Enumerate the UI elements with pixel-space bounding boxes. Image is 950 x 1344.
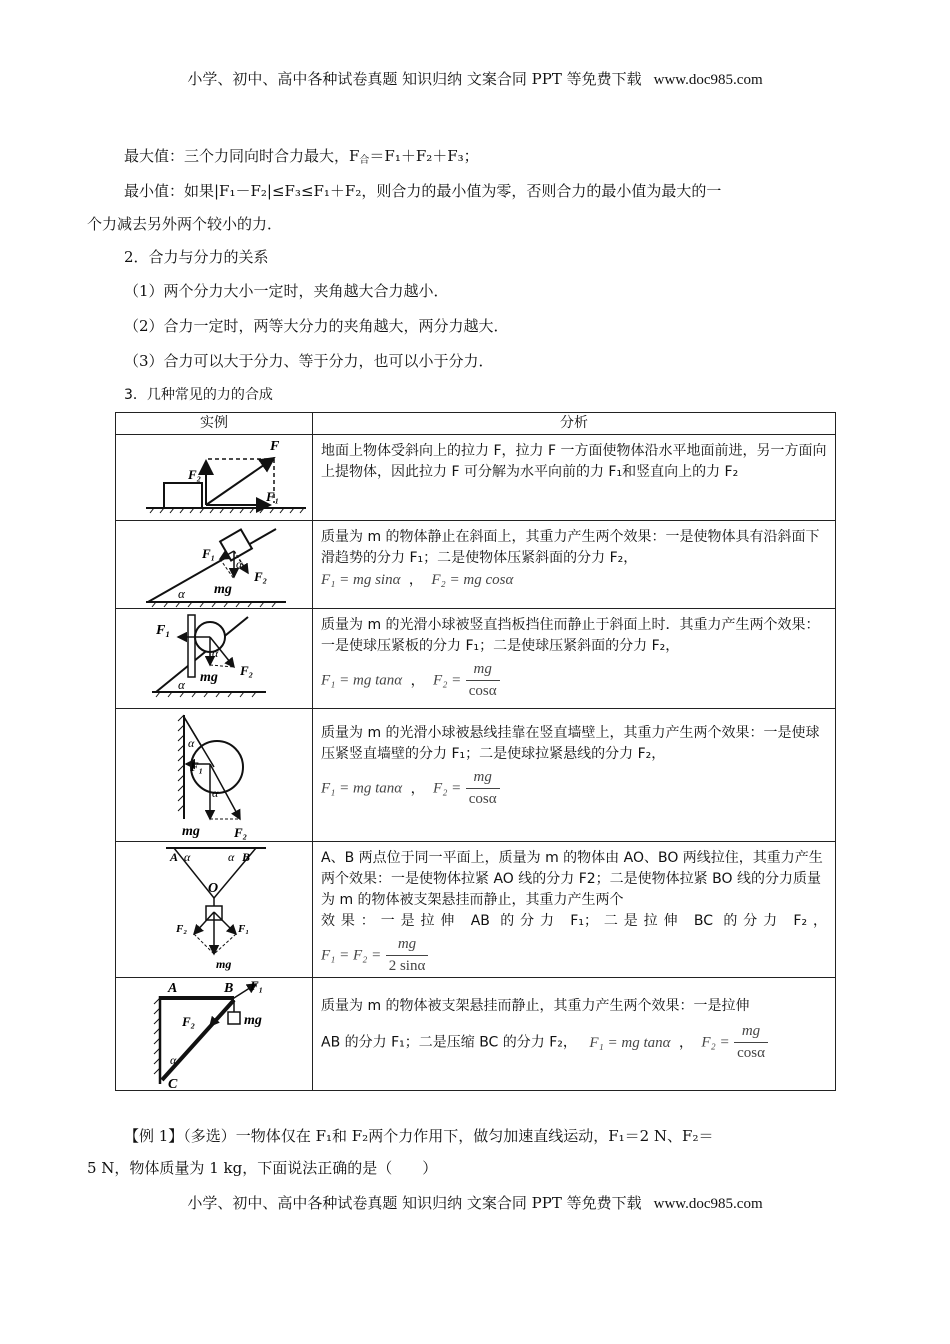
- table-row: [116, 709, 836, 842]
- label-f1: F₁: [202, 546, 216, 561]
- table-row: [116, 435, 836, 521]
- label-mg: mg: [182, 824, 200, 839]
- force-table: [115, 412, 836, 1091]
- label-alpha: α: [170, 1053, 177, 1067]
- label-mg: mg: [200, 670, 218, 685]
- table-row: [116, 978, 836, 1091]
- diagram-ground-pull: [116, 435, 312, 520]
- label-f1: F₁: [190, 759, 204, 774]
- section2-item-1: （1）两个分力大小一定时，夹角越大合力越小．: [124, 282, 449, 300]
- label-a: A: [170, 850, 179, 864]
- analysis-cell: 质量为 m 的光滑小球被悬线挂靠在竖直墙壁上，其重力产生两个效果：一是使球压紧竖直墙壁的分力 F₁；二是使球拉紧悬线的分力 F₂， F₁ = mg tanα ， F₂ = $\frac{mg}{\cos\alpha}$: [313, 709, 836, 842]
- label-f: F: [270, 439, 280, 454]
- label-o: O: [208, 881, 219, 896]
- section2-title: 2．合力与分力的关系: [124, 248, 269, 266]
- label-alpha-base: α: [178, 677, 185, 692]
- analysis-text-2: AB 的分力 F₁；二是压缩 BC 的分力 F₂，: [321, 1034, 577, 1051]
- label-f2: F₂: [240, 663, 254, 678]
- label-alpha-base: α: [178, 586, 185, 601]
- example-line2: 5 N，物体质量为 1 kg，下面说法正确的是（ ）: [87, 1159, 438, 1177]
- diagram-ball-board: [116, 609, 312, 708]
- max-value-line: 最大值：三个力同向时合力最大，$F_合=F_1+F_2+F_3$；: [124, 147, 479, 166]
- example-line1: 【例 1】（多选）一物体仅在 F₁和 F₂两个力作用下，做匀加速直线运动，F₁＝2 N、F₂＝: [124, 1127, 714, 1145]
- label-alpha: α: [236, 557, 243, 571]
- equation-f2-lhs: F₂ =: [433, 672, 462, 689]
- min-value-line1: 最小值：如果|F₁－F₂|≤F₃≤F₁＋F₂，则合力的最小值为零，否则合力的最小值为最大的一: [124, 182, 722, 200]
- figure-bracket: [116, 978, 313, 1091]
- label-mg: mg: [214, 582, 232, 597]
- equation-f2-fraction: $\frac{mg}{\cos\alpha}$: [734, 1021, 768, 1064]
- label-f1: F₁: [250, 978, 264, 993]
- equation-f2-lhs: F₂ =: [701, 1034, 730, 1051]
- label-f2: F₂: [182, 1014, 196, 1029]
- min-value-line2: 个力减去另外两个较小的力．: [87, 215, 283, 233]
- equation-f1: F₁ = mg tanα: [589, 1034, 671, 1051]
- page-header: 小学、初中、高中各种试卷真题 知识归纳 文案合同 PPT 等免费下载 www.doc985.com: [187, 70, 763, 88]
- equation-f2-fraction: $\frac{mg}{\cos\alpha}$: [466, 659, 500, 702]
- section2-item-2: （2）合力一定时，两等大分力的夹角越大，两分力越大．: [124, 317, 509, 335]
- analysis-cell: 质量为 m 的光滑小球被竖直挡板挡住而静止于斜面上时．其重力产生两个效果：一是使球压紧板的分力 F₁；二是使球压紧斜面的分力 F₂， F₁ = mg tanα ， F₂ = $\frac{mg}{\cos\alpha}$: [313, 609, 836, 709]
- diagram-two-strings: [116, 842, 312, 974]
- diagram-bracket: [116, 978, 312, 1090]
- equation-lhs: F₁ = F₂ =: [321, 947, 382, 964]
- page-footer: 小学、初中、高中各种试卷真题 知识归纳 文案合同 PPT 等免费下载 www.doc985.com: [187, 1194, 763, 1212]
- analysis-cell: 质量为 m 的物体被支架悬挂而静止，其重力产生两个效果：一是拉伸 AB 的分力 F₁；二是压缩 BC 的分力 F₂， F₁ = mg tanα ， F₂ = $\frac{mg}{\cos\alpha}$: [313, 978, 836, 1091]
- table-row: [116, 609, 836, 709]
- figure-two-strings: [116, 842, 313, 978]
- diagram-incline-block: [116, 521, 312, 608]
- figure-ball-board: [116, 609, 313, 709]
- section2-item-3: （3）合力可以大于分力、等于分力，也可以小于分力．: [124, 352, 494, 370]
- figure-ground-pull: [116, 435, 313, 521]
- analysis-cell: 质量为 m 的物体静止在斜面上，其重力产生两个效果：一是使物体具有沿斜面下滑趋势的分力 F₁；二是使物体压紧斜面的分力 F₂， F₁ = mg sinα ， F₂ = mg cosα: [313, 521, 836, 609]
- label-alpha-b: α: [228, 850, 235, 864]
- label-f1: F₁: [266, 489, 280, 504]
- figure-incline-block: [116, 521, 313, 609]
- analysis-text: 质量为 m 的光滑小球被悬线挂靠在竖直墙壁上，其重力产生两个效果：一是使球压紧竖直墙壁的分力 F₁；二是使球拉紧悬线的分力 F₂，: [321, 725, 820, 762]
- label-f2: F₂: [188, 467, 202, 482]
- analysis-cell: [313, 842, 836, 978]
- analysis-text-justified: 效果：一是拉伸 AB 的分力 F₁；二是拉伸 BC 的分力 F₂，: [321, 913, 827, 929]
- equation-f2-lhs: F₂ =: [433, 780, 462, 797]
- label-f1: F₁: [156, 623, 171, 638]
- label-b: B: [224, 981, 234, 996]
- label-f2: F₂: [254, 569, 268, 584]
- label-c: C: [168, 1077, 178, 1090]
- equation-f1: F₁ = mg tanα: [321, 672, 403, 689]
- equation-f1: F₁ = mg sinα: [321, 572, 401, 588]
- label-a: A: [168, 981, 178, 996]
- label-alpha: α: [188, 736, 195, 750]
- label-f2: F₂: [176, 923, 188, 935]
- label-mg: mg: [244, 1013, 262, 1028]
- analysis-text: A、B 两点位于同一平面上，质量为 m 的物体由 AO、BO 两线拉住，其重力产生两个效果：一是使物体拉紧 AO 线的分力 F2；二是使物体拉紧 BO 线的分力质量为 m 的物体被支架悬挂而静止，其重力产生两个: [321, 850, 823, 908]
- equation-f2-fraction: $\frac{mg}{\cos\alpha}$: [466, 767, 500, 810]
- diagram-ball-wall: [116, 709, 312, 841]
- equation-f2: F₂ = mg cosα: [431, 572, 514, 588]
- analysis-cell: [313, 435, 836, 521]
- analysis-text: 地面上物体受斜向上的拉力 F，拉力 F 一方面使物体沿水平地面前进，另一方面向上提物体，因此拉力 F 可分解为水平向前的力 F₁和竖直向上的力 F₂: [321, 443, 827, 480]
- label-mg: mg: [216, 957, 232, 971]
- header-example: 实例: [116, 413, 313, 435]
- analysis-text: 质量为 m 的物体静止在斜面上，其重力产生两个效果：一是使物体具有沿斜面下滑趋势的分力 F₁；二是使物体压紧斜面的分力 F₂，: [321, 529, 820, 566]
- label-b: B: [242, 850, 251, 864]
- analysis-text: 质量为 m 的物体被支架悬挂而静止，其重力产生两个效果：一是拉伸: [321, 998, 750, 1014]
- label-alpha: α: [212, 646, 219, 660]
- label-alpha-a: α: [184, 850, 191, 864]
- table-row: [116, 842, 836, 978]
- table-row: [116, 521, 836, 609]
- label-f1: F₁: [238, 923, 250, 935]
- header-analysis: 分析: [313, 413, 836, 435]
- label-alpha-inner: α: [212, 786, 219, 800]
- figure-ball-wall: [116, 709, 313, 842]
- label-f2: F₂: [234, 825, 248, 840]
- equation-fraction: $\frac{mg}{2 \sin\alpha}$: [386, 934, 429, 977]
- equation-f1: F₁ = mg tanα: [321, 780, 403, 797]
- table-header-row: [116, 413, 836, 435]
- analysis-text: 质量为 m 的光滑小球被竖直挡板挡住而静止于斜面上时．其重力产生两个效果：一是使球压紧板的分力 F₁；二是使球压紧斜面的分力 F₂，: [321, 617, 820, 654]
- section3-title: 3．几种常见的力的合成: [124, 387, 273, 403]
